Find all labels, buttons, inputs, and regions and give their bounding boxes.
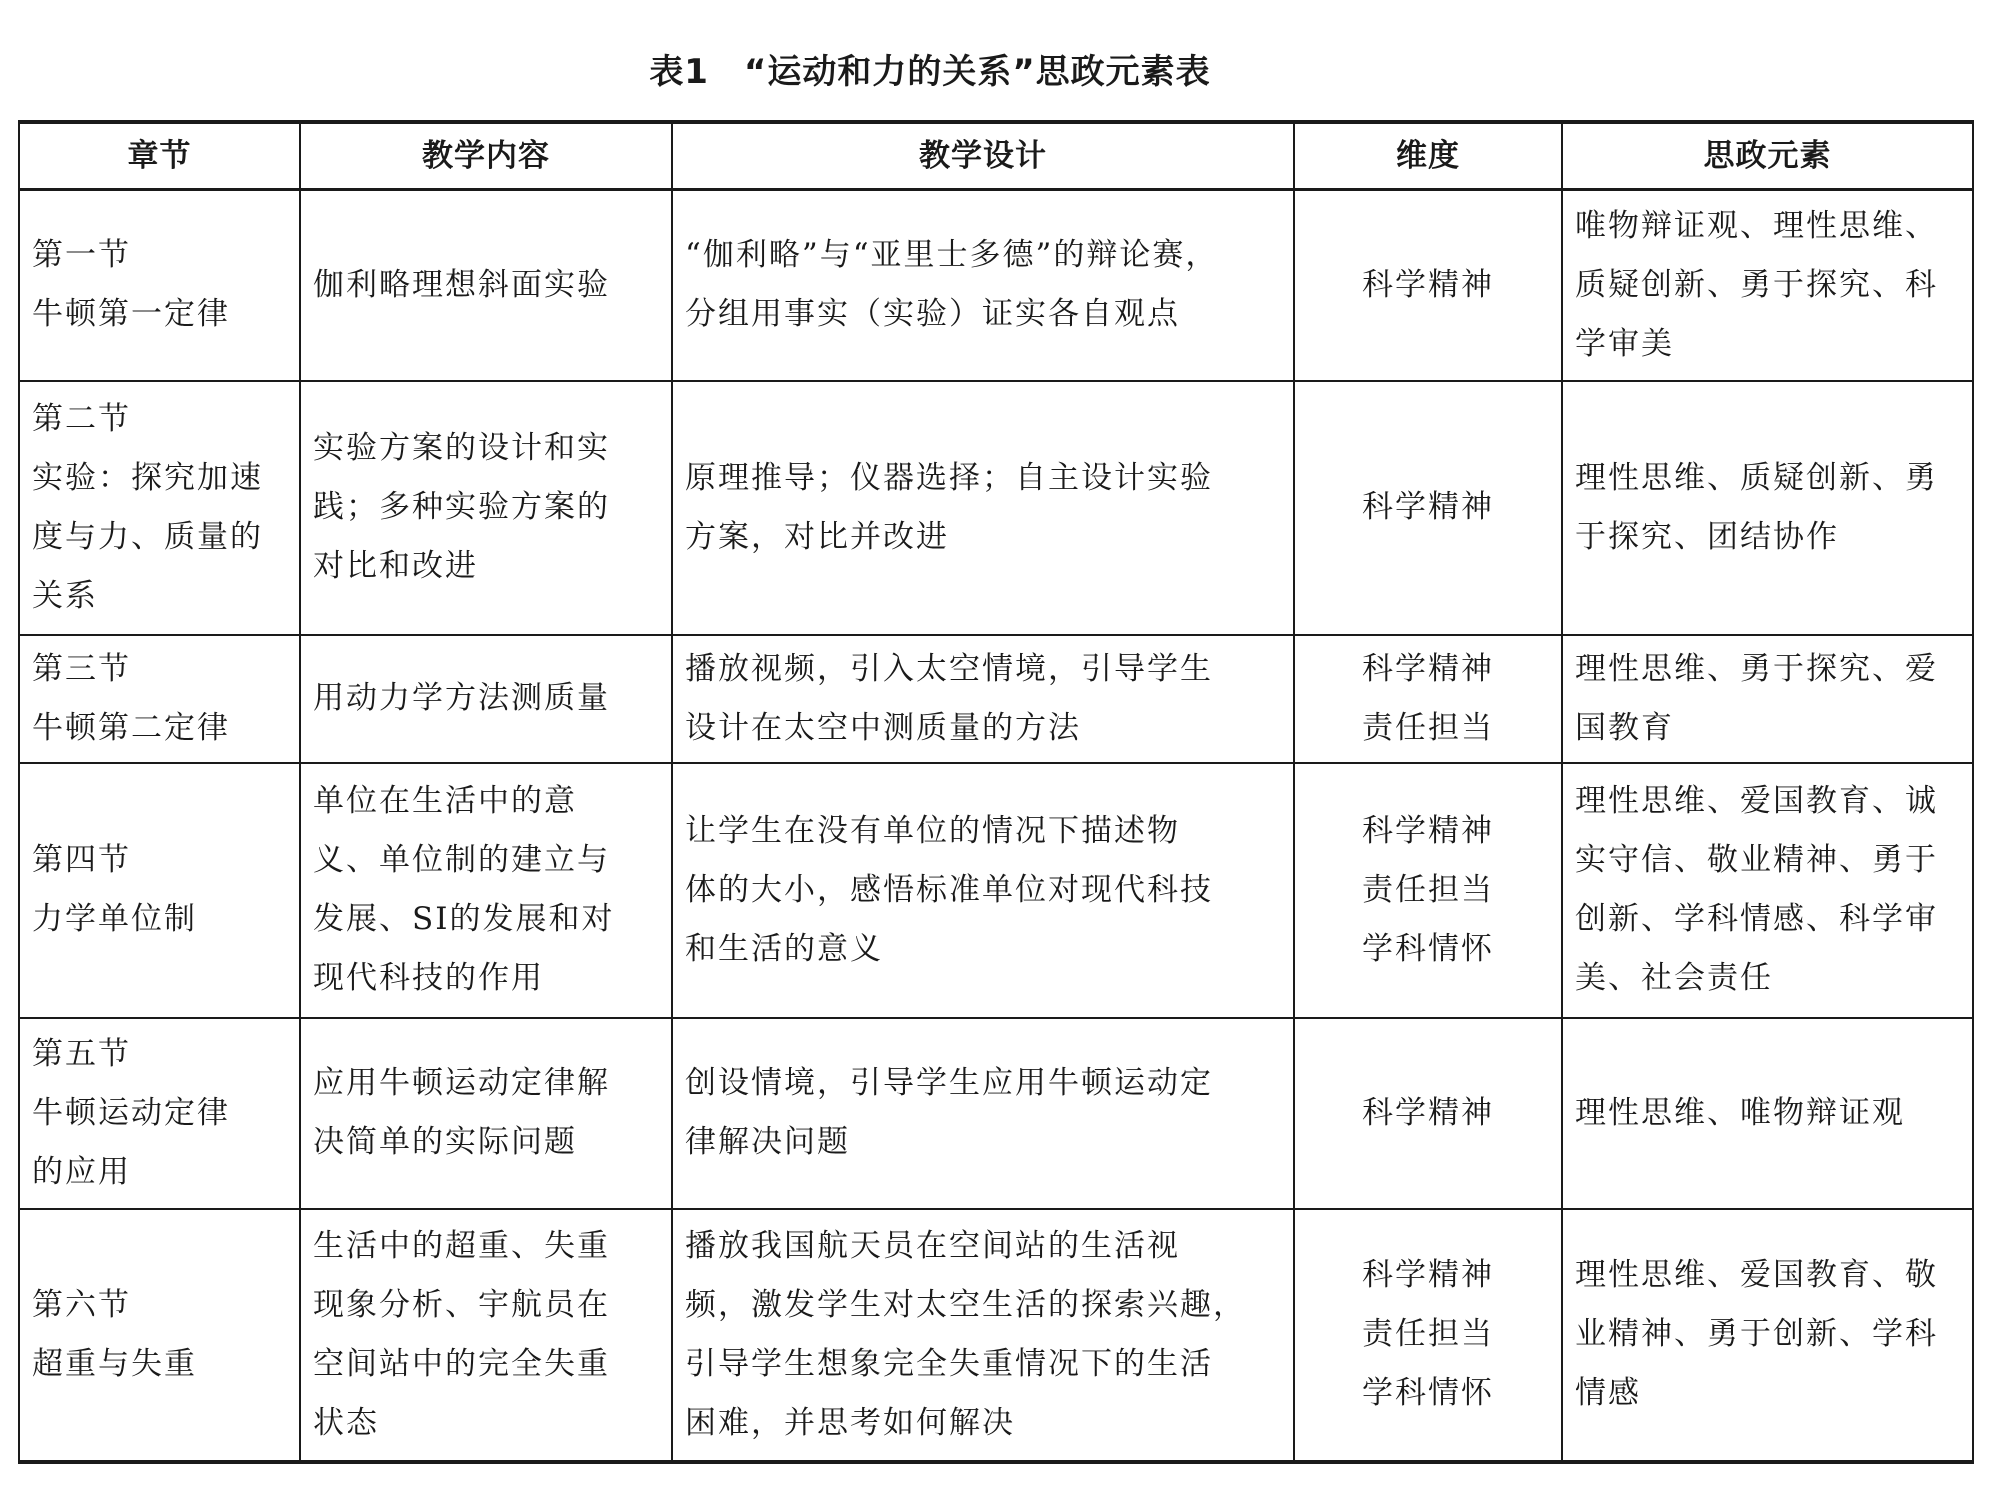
elements-cell [1562,1018,1973,1209]
design-cell [672,635,1294,763]
chapter-cell [19,1018,300,1209]
table-header-row [19,122,1973,190]
cell-line: 关系 [32,577,98,614]
header-ideological-elements: 思政元素 [1562,122,1973,190]
chapter-cell [19,763,300,1018]
cell-line: 科学精神 [1362,1257,1494,1293]
cell-line: 困难，并思考如何解决 [685,1404,1015,1441]
elements-cell [1562,763,1973,1018]
cell-line: 实验：探究加速 [32,459,263,496]
cell-line: 频，激发学生对太空生活的探索兴趣， [685,1286,1246,1323]
design-cell [672,1018,1294,1209]
cell-line: 科学精神 [1362,650,1494,687]
cell-line: 播放我国航天员在空间站的生活视 [685,1227,1180,1264]
cell-line: 第一节 [32,237,131,274]
design-cell [672,381,1294,635]
cell-line: 第二节 [32,400,131,437]
cell-line: 牛顿第二定律 [32,709,230,746]
header-chapter: 章节 [19,122,300,190]
cell-line: 践；多种实验方案的 [313,489,610,525]
cell-line: 第五节 [32,1035,131,1072]
content-cell [300,190,672,381]
content-cell [300,1018,672,1209]
cell-line: 科学精神 [1362,489,1494,525]
cell-line: 播放视频，引入太空情境，引导学生 [685,650,1213,687]
cell-line: 伽利略理想斜面实验 [313,266,610,303]
cell-line: 质疑创新、勇于探究、科 [1575,266,1938,303]
cell-line: 责任担当 [1362,871,1494,908]
cell-line: 引导学生想象完全失重情况下的生活 [685,1345,1213,1382]
table-row [19,1018,1973,1209]
cell-line: “伽利略”与“亚里士多德”的辩论赛， [685,237,1219,274]
table-row [19,190,1973,381]
cell-line: 力学单位制 [32,901,197,937]
dimension-cell [1294,635,1562,763]
cell-line: 度与力、质量的 [32,518,263,555]
cell-line: 情感 [1575,1375,1641,1411]
cell-line: 单位在生活中的意 [313,783,577,819]
cell-line: 生活中的超重、失重 [313,1227,610,1264]
cell-line: 唯物辩证观、理性思维、 [1575,207,1938,244]
cell-line: 空间站中的完全失重 [313,1345,610,1382]
chapter-cell [19,190,300,381]
dimension-cell [1294,381,1562,635]
content-cell [300,1209,672,1462]
cell-line: 实守信、敬业精神、勇于 [1575,842,1938,878]
cell-line: 用动力学方法测质量 [313,680,610,716]
cell-line: 对比和改进 [313,548,478,584]
elements-cell [1562,1209,1973,1462]
cell-line: 现代科技的作用 [313,960,544,996]
cell-line: 理性思维、唯物辩证观 [1575,1094,1905,1131]
cell-line: 的应用 [32,1153,131,1190]
cell-line: 第六节 [32,1286,131,1323]
cell-line: 学审美 [1575,325,1674,362]
cell-line: 国教育 [1575,709,1674,746]
cell-line: 理性思维、爱国教育、敬 [1575,1257,1938,1293]
dimension-cell [1294,1018,1562,1209]
cell-line: 美、社会责任 [1575,960,1773,996]
elements-cell [1562,381,1973,635]
header-teaching-content: 教学内容 [300,122,672,190]
cell-line: 于探究、团结协作 [1575,518,1839,555]
cell-line: 发展、SI的发展和对 [313,901,615,937]
cell-line: 学科情怀 [1362,1375,1494,1411]
cell-line: 第四节 [32,842,131,878]
dimension-cell [1294,1209,1562,1462]
cell-line: 科学精神 [1362,266,1494,303]
cell-line: 决简单的实际问题 [313,1124,577,1160]
cell-line: 方案，对比并改进 [685,518,949,555]
header-teaching-design: 教学设计 [672,122,1294,190]
design-cell [672,190,1294,381]
cell-line: 学科情怀 [1362,930,1494,967]
cell-line: 律解决问题 [685,1124,850,1160]
chapter-cell [19,1209,300,1462]
cell-line: 第三节 [32,650,131,687]
cell-line: 超重与失重 [32,1345,197,1382]
table-row [19,635,1973,763]
header-dimension: 维度 [1294,122,1562,190]
cell-line: 理性思维、勇于探究、爱 [1575,650,1938,687]
cell-line: 科学精神 [1362,812,1494,849]
dimension-cell [1294,763,1562,1018]
content-cell [300,381,672,635]
table-row [19,763,1973,1018]
cell-line: 责任担当 [1362,1316,1494,1352]
design-cell [672,1209,1294,1462]
chapter-cell [19,635,300,763]
cell-line: 创设情境，引导学生应用牛顿运动定 [685,1065,1213,1101]
cell-line: 创新、学科情感、科学审 [1575,901,1938,937]
table-caption: 表1 “运动和力的关系”思政元素表 [649,52,1211,92]
cell-line: 责任担当 [1362,709,1494,746]
table-row [19,381,1973,635]
cell-line: 体的大小，感悟标准单位对现代科技 [685,871,1213,908]
elements-cell [1562,635,1973,763]
cell-line: 设计在太空中测质量的方法 [685,709,1081,746]
design-cell [672,763,1294,1018]
cell-line: 理性思维、爱国教育、诚 [1575,783,1938,819]
cell-line: 业精神、勇于创新、学科 [1575,1316,1938,1352]
cell-line: 科学精神 [1362,1094,1494,1131]
cell-line: 分组用事实（实验）证实各自观点 [685,296,1180,333]
elements-cell [1562,190,1973,381]
cell-line: 义、单位制的建立与 [313,842,610,878]
cell-line: 实验方案的设计和实 [313,430,610,466]
dimension-cell [1294,190,1562,381]
content-cell [300,763,672,1018]
cell-line: 理性思维、质疑创新、勇 [1575,459,1938,496]
cell-line: 状态 [313,1404,379,1441]
cell-line: 让学生在没有单位的情况下描述物 [685,812,1180,849]
cell-line: 牛顿第一定律 [32,296,230,333]
cell-line: 应用牛顿运动定律解 [313,1065,610,1101]
cell-line: 和生活的意义 [685,930,883,967]
cell-line: 现象分析、宇航员在 [313,1286,610,1323]
ideological-elements-table [18,120,1974,1464]
cell-line: 牛顿运动定律 [32,1094,230,1131]
cell-line: 原理推导；仪器选择；自主设计实验 [685,459,1213,496]
table-row [19,1209,1973,1462]
content-cell [300,635,672,763]
chapter-cell [19,381,300,635]
